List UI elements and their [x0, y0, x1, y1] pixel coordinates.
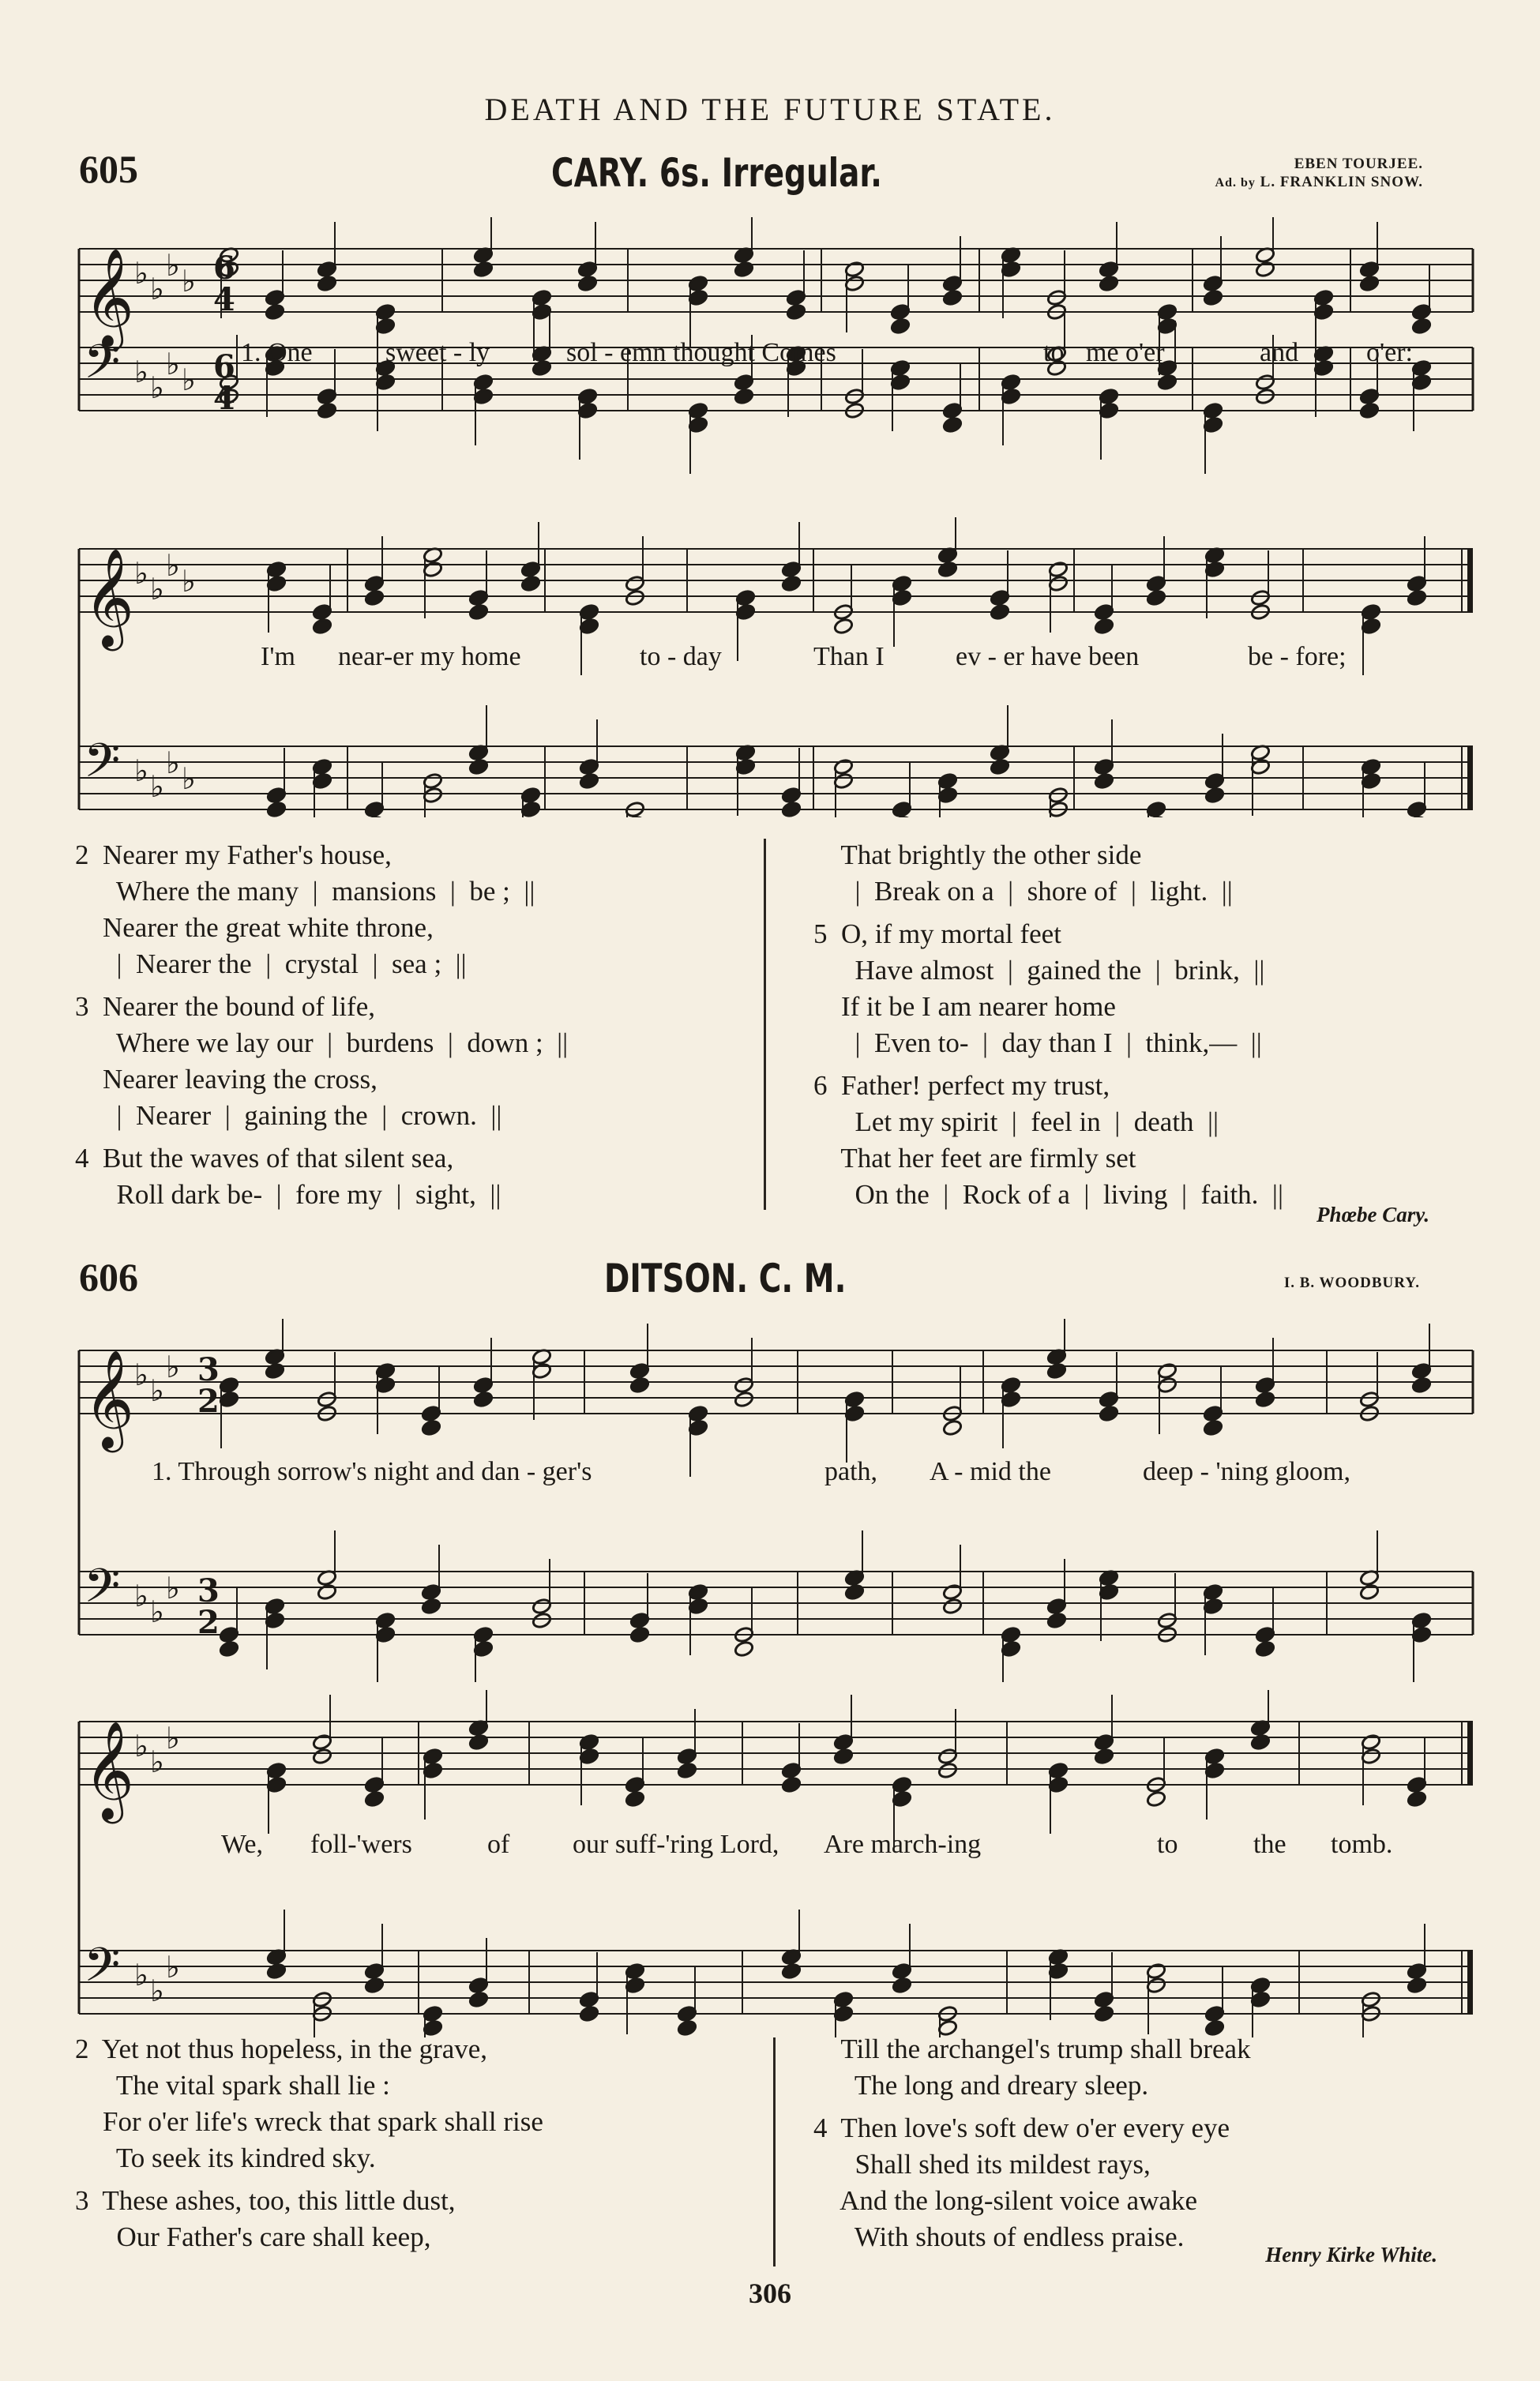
- time-signature: 6: [213, 250, 235, 287]
- treble-clef: 𝄞: [84, 548, 134, 647]
- lyric-syllable: path,: [824, 1457, 878, 1486]
- bass-clef: 𝄢: [84, 334, 121, 400]
- note-head: [1203, 289, 1223, 306]
- lyric-syllable: I'm: [261, 642, 295, 671]
- time-signature: 3: [197, 1351, 220, 1388]
- verse-column-right: [813, 2031, 1508, 2255]
- lyric-syllable: Than I: [813, 642, 885, 671]
- flat-sign: ♭: [134, 753, 148, 788]
- verse: 2 Yet not thus hopeless, in the grave, The vital spark shall lie : For o'er life's wreck that spark shall rise To seek its kindred sky.: [75, 2034, 543, 2173]
- note-head: [1407, 1790, 1427, 1808]
- note-head: [1359, 1583, 1380, 1601]
- note-head: [1359, 275, 1380, 292]
- running-head: DEATH AND THE FUTURE STATE.: [484, 92, 1056, 127]
- treble-clef: 𝄞: [84, 1350, 134, 1448]
- note-head: [312, 1748, 332, 1765]
- final-bar: [1467, 1951, 1473, 2014]
- treble-clef: 𝄞: [84, 1721, 134, 1820]
- composer-credit: [1215, 155, 1423, 192]
- arranger-name: L. FRANKLIN SNOW.: [1260, 174, 1423, 190]
- flat-sign: ♭: [150, 1594, 164, 1629]
- note-head: [1094, 618, 1114, 635]
- lyric-syllable: Are march-ing: [824, 1830, 982, 1859]
- note-head: [531, 1612, 552, 1629]
- note-head: [1046, 1362, 1067, 1380]
- verse: 3 Nearer the bound of life, Where we lay our | burdens | down ; || Nearer leaving the cross, | Nearer | gaining the | crown. ||: [75, 991, 569, 1131]
- note-head: [625, 589, 645, 607]
- flat-sign: ♭: [150, 1974, 164, 2008]
- note-head: [625, 1790, 645, 1808]
- lyric-syllable: and: [1260, 338, 1299, 367]
- lyric-syllable: A - mid the: [930, 1457, 1051, 1486]
- note-head: [468, 1991, 489, 2008]
- note-head: [520, 575, 541, 592]
- flat-sign: ♭: [134, 1579, 148, 1613]
- verse: 2 Nearer my Father's house, Where the many | mansions | be ; || Nearer the great white throne, | Nearer the | crystal | sea ; ||: [75, 839, 535, 979]
- note-head: [364, 1790, 385, 1808]
- note-head: [1407, 589, 1427, 607]
- tune-title: CARY. 6s. Irregular.: [551, 150, 882, 196]
- flat-sign: ♭: [134, 1958, 148, 1992]
- text-author: Henry Kirke White.: [1265, 2243, 1437, 2266]
- lyric-syllable: of: [487, 1830, 510, 1859]
- arranger-prefix: Ad. by: [1215, 176, 1256, 190]
- verse: 5 O, if my mortal feet Have almost | gained the | brink, || If it be I am nearer home | Even to- | day than I | think,— ||: [813, 918, 1265, 1058]
- lyric-syllable: We,: [221, 1830, 263, 1859]
- flat-sign: ♭: [134, 556, 148, 591]
- composer-name: EBEN TOURJEE.: [1294, 156, 1423, 172]
- note-head: [317, 275, 337, 292]
- note-head: [942, 289, 963, 306]
- verse: 6 Father! perfect my trust, Let my spirit | feel in | death || That her feet are firmly set On the | Rock of a | living | faith. ||: [813, 1070, 1283, 1210]
- time-signature: 4: [213, 380, 235, 417]
- arranger-line: [1215, 173, 1423, 192]
- verse-column-right: [813, 837, 1493, 1213]
- flat-sign: ♭: [134, 1358, 148, 1392]
- column-divider: [773, 2037, 776, 2266]
- bass-clef: 𝄢: [84, 1937, 121, 2004]
- flat-sign: ♭: [150, 1744, 164, 1779]
- music-system: [71, 1690, 1485, 2037]
- flat-sign: ♭: [182, 264, 196, 299]
- hymn-number: 606: [79, 1255, 138, 1299]
- note-head: [781, 801, 802, 817]
- flat-sign: ♭: [166, 1571, 180, 1605]
- flat-sign: ♭: [166, 1350, 180, 1384]
- time-signature: 4: [213, 281, 235, 318]
- flat-sign: ♭: [166, 248, 180, 283]
- note-head: [1046, 1612, 1067, 1629]
- bass-clef: 𝄢: [84, 733, 121, 799]
- note-head: [734, 388, 754, 405]
- note-head: [1250, 1733, 1271, 1751]
- bass-clef: 𝄢: [84, 1558, 121, 1624]
- note-head: [265, 303, 285, 321]
- note-head: [1255, 1640, 1275, 1658]
- note-head: [468, 603, 489, 621]
- note-head: [266, 1962, 287, 1980]
- verse-column-left: [75, 837, 754, 1213]
- lyric-syllable: 1. One: [241, 338, 313, 367]
- note-head: [786, 303, 806, 321]
- note-head: [844, 1583, 865, 1601]
- lyric-syllable: the: [1253, 1830, 1286, 1859]
- treble-clef: 𝄞: [84, 248, 134, 347]
- verse-column-left: [75, 2031, 770, 2255]
- note-head: [364, 589, 385, 607]
- hymn-number: 605: [79, 147, 138, 191]
- note-head: [1157, 374, 1178, 391]
- lyric-syllable: foll-'wers: [310, 1830, 412, 1859]
- flat-sign: ♭: [134, 355, 148, 389]
- note-head: [734, 1391, 754, 1408]
- lyric-syllable: ev - er have been: [956, 642, 1140, 671]
- note-head: [942, 1419, 963, 1436]
- final-bar: [1467, 1722, 1473, 1785]
- lyric-syllable: to - day: [640, 642, 722, 671]
- note-head: [1359, 402, 1380, 419]
- note-head: [734, 261, 754, 278]
- flat-sign: ♭: [150, 370, 164, 405]
- verse: 3 These ashes, too, this little dust, Our Father's care shall keep,: [75, 2185, 456, 2252]
- note-head: [1094, 2005, 1114, 2022]
- flat-sign: ♭: [150, 572, 164, 607]
- note-head: [1255, 388, 1275, 405]
- time-signature: 2: [197, 1604, 220, 1641]
- note-head: [473, 261, 494, 278]
- note-head: [266, 801, 287, 817]
- note-head: [1411, 317, 1432, 335]
- note-head: [364, 1977, 385, 1994]
- verse: Till the archangel's trump shall break The long and dreary sleep.: [840, 2034, 1251, 2101]
- note-head: [265, 1362, 285, 1380]
- note-head: [473, 1391, 494, 1408]
- note-head: [890, 317, 911, 335]
- note-head: [1099, 275, 1119, 292]
- verse: 4 Then love's soft dew o'er every eye Shall shed its mildest rays, And the long-silent voice awake With shouts of endless praise.: [813, 2112, 1230, 2252]
- flat-sign: ♭: [134, 1729, 148, 1763]
- lyric-syllable: to: [1157, 1830, 1178, 1859]
- note-head: [990, 758, 1010, 776]
- lyric-syllable: o'er:: [1366, 338, 1413, 367]
- flat-sign: ♭: [166, 745, 180, 780]
- flat-sign: ♭: [150, 1373, 164, 1408]
- note-head: [579, 772, 599, 790]
- flat-sign: ♭: [134, 256, 148, 291]
- lyric-syllable: our suff-'ring Lord,: [573, 1830, 779, 1859]
- flat-sign: ♭: [166, 1721, 180, 1756]
- lyric-syllable: 1. Through sorrow's night and dan - ger's: [152, 1457, 592, 1486]
- note-head: [317, 1583, 337, 1601]
- note-head: [1255, 1391, 1275, 1408]
- composer-name: I. B. WOODBURY.: [1283, 1275, 1420, 1291]
- note-head: [990, 603, 1010, 621]
- note-head: [781, 575, 802, 592]
- time-signature: 3: [197, 1572, 220, 1609]
- flat-sign: ♭: [150, 769, 164, 804]
- final-bar: [1467, 549, 1473, 612]
- time-signature: 2: [197, 1383, 220, 1420]
- note-head: [833, 1748, 854, 1765]
- note-head: [833, 618, 854, 635]
- note-head: [629, 1376, 650, 1394]
- flat-sign: ♭: [182, 362, 196, 397]
- note-head: [734, 1640, 754, 1658]
- note-head: [781, 1962, 802, 1980]
- note-head: [937, 1762, 958, 1779]
- flat-sign: ♭: [166, 1950, 180, 1985]
- lyric-syllable: tomb.: [1331, 1830, 1393, 1859]
- verse: 4 But the waves of that silent sea, Roll dark be- | fore my | sight, ||: [75, 1143, 501, 1210]
- note-head: [421, 1598, 441, 1615]
- note-head: [1094, 1748, 1114, 1765]
- music-system: [71, 1319, 1485, 1682]
- lyric-syllable: me o'er: [1086, 338, 1165, 367]
- note-head: [1411, 1376, 1432, 1394]
- lyric-syllable: deep - 'ning gloom,: [1143, 1457, 1350, 1486]
- flat-sign: ♭: [166, 548, 180, 583]
- note-head: [942, 1598, 963, 1615]
- note-head: [1255, 261, 1275, 278]
- flat-sign: ♭: [166, 347, 180, 381]
- note-head: [677, 1762, 697, 1779]
- note-head: [468, 1733, 489, 1751]
- note-head: [468, 758, 489, 776]
- note-head: [629, 1626, 650, 1643]
- text-author: Phœbe Cary.: [1317, 1203, 1429, 1226]
- note-head: [1407, 1977, 1427, 1994]
- composer-credit: [1284, 1274, 1420, 1292]
- lyric-syllable: sol - emn thought Comes: [566, 338, 836, 367]
- note-head: [1204, 787, 1225, 804]
- time-signature: 6: [213, 348, 235, 385]
- note-head: [219, 1640, 239, 1658]
- note-head: [1099, 1405, 1119, 1422]
- page-number: 306: [749, 2278, 791, 2309]
- note-head: [781, 1776, 802, 1793]
- note-head: [1146, 589, 1166, 607]
- final-bar: [1467, 746, 1473, 809]
- note-head: [937, 561, 958, 578]
- lyric-syllable: be - fore;: [1248, 642, 1347, 671]
- note-head: [317, 402, 337, 419]
- note-head: [312, 618, 332, 635]
- note-head: [579, 2005, 599, 2022]
- note-head: [1203, 1419, 1223, 1436]
- note-head: [577, 275, 598, 292]
- tune-title: DITSON. C. M.: [604, 1256, 847, 1301]
- note-head: [1094, 772, 1114, 790]
- note-head: [892, 1977, 912, 1994]
- note-head: [531, 359, 552, 377]
- verse: That brightly the other side | Break on a | shore of | light. ||: [840, 839, 1233, 907]
- lyric-syllable: near-er my home: [338, 642, 521, 671]
- lyric-syllable: sweet - ly: [385, 338, 490, 367]
- flat-sign: ♭: [182, 761, 196, 796]
- lyric-syllable: to: [1043, 338, 1065, 367]
- note-head: [1146, 1790, 1166, 1808]
- flat-sign: ♭: [150, 272, 164, 306]
- note-head: [942, 416, 963, 434]
- flat-sign: ♭: [182, 564, 196, 599]
- column-divider: [764, 839, 766, 1210]
- note-head: [421, 1419, 441, 1436]
